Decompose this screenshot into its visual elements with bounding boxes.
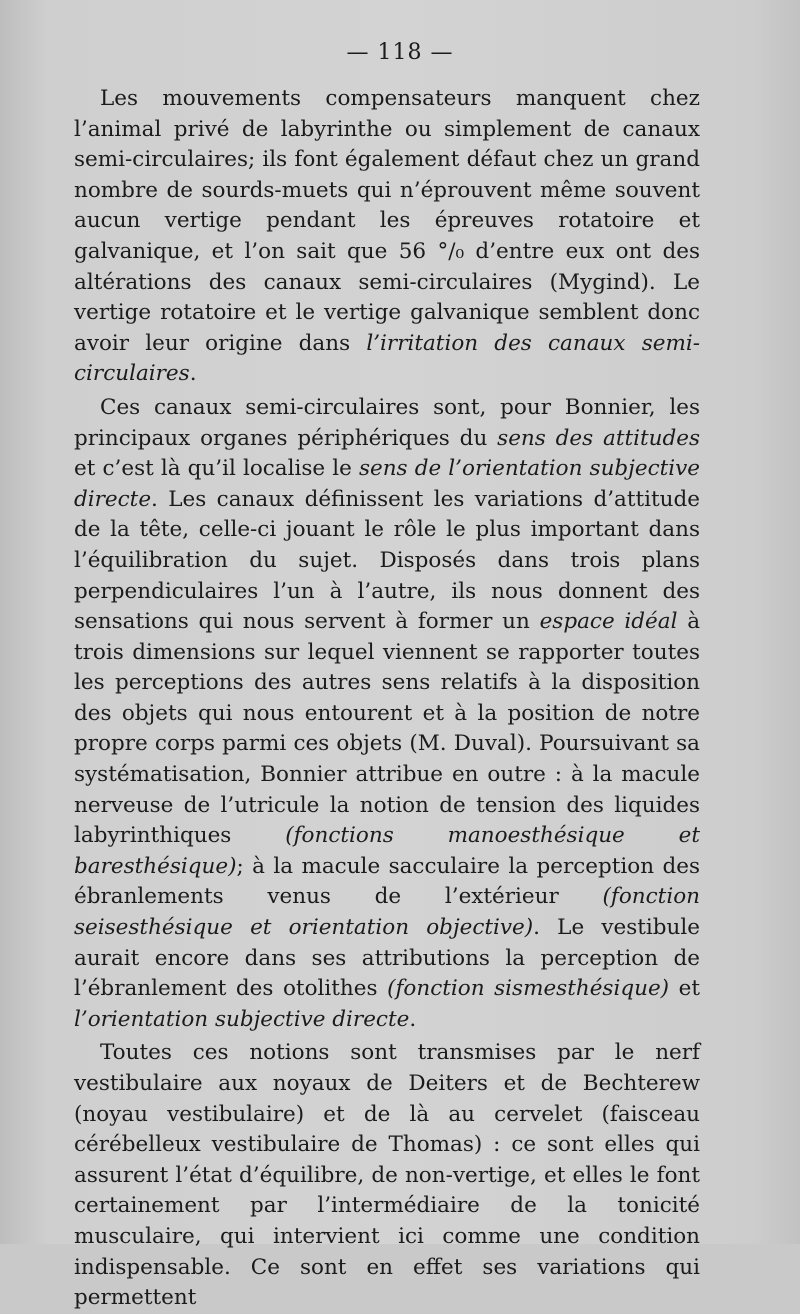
italic-phrase: espace idéal: [539, 609, 678, 635]
body-text: [74, 84, 700, 1314]
paragraph: [74, 84, 700, 390]
text-run: . Le vestibule aurait encore dans ses attributions la perception de l’ébranlement des otolithes: [74, 915, 700, 1002]
text-run: . Les canaux définissent les variations d’attitude de la tête, celle-ci jouant le rôle le plus important dans l’équilibration du sujet. Disposés dans trois plans perpendiculaires l’un à l’autre, ils nous donnent des sensations qui nous servent à former un: [74, 486, 700, 635]
text-run: .: [189, 361, 197, 387]
text-run: .: [409, 1006, 417, 1032]
italic-phrase: l’orientation subjective directe: [74, 1006, 410, 1032]
italic-phrase: (fonction sismesthésique): [387, 976, 670, 1002]
text-run: à trois dimensions sur lequel viennent se rapporter toutes les perceptions des autres sens relatifs à la disposition des objets qui nous entourent et à la position de notre propre corps parmi ces objets (M. Duval). Poursuivant sa systématisation, Bonnier attribue en outre : à la macule nerveuse de l’utricule la notion de tension des liquides labyrinthiques: [74, 609, 701, 849]
paragraph: [74, 1038, 700, 1313]
paragraph: [74, 393, 700, 1035]
italic-phrase: l’irritation des canaux semi-circulaires: [74, 330, 700, 387]
italic-phrase: (fonction seisesthésique et orientation objective): [74, 884, 700, 941]
text-run: ; à la macule sacculaire la perception des ébranlements venus de l’extérieur: [74, 853, 700, 910]
italic-phrase: sens de l’orientation subjective directe: [74, 456, 700, 512]
text-run: Toutes ces notions sont transmises par le nerf vestibulaire aux noyaux de Deiters et de Bechterew (noyau vestibulaire) et de là au cervelet (faisceau cérébelleux vestibulaire de Thomas) : ce sont elles qui assurent l’état d’équilibre, de non-vertige, et elles le font certainement par l’intermédiaire de la tonicité musculaire, qui intervient ici comme une condition indispensable. Ce sont en effet ses variations qui permettent: [74, 1040, 700, 1311]
text-run: Ces canaux semi-circulaires sont, pour Bonnier, les principaux organes périphériques du: [74, 394, 700, 451]
page-number: — 118 —: [346, 40, 454, 65]
italic-phrase: sens des attitudes: [497, 425, 700, 451]
text-run: Les mouvements compensateurs manquent chez l’animal privé de labyrinthe ou simplement de canaux semi-circulaires; ils font également défaut chez un grand nombre de sourds-muets qui n’éprouvent même souvent aucun vertige pendant les épreuves rotatoire et galvanique, et l’on sait que 56 °/₀ d’entre eux ont des altérations des canaux semi-circulaires (Mygind). Le vertige rotatoire et le vertige galvanique semblent donc avoir leur origine dans: [74, 86, 700, 356]
italic-phrase: (fonctions manoesthésique et baresthésique): [74, 823, 701, 879]
text-run: et c’est là qu’il localise le: [74, 456, 359, 482]
text-run: et: [669, 976, 700, 1002]
